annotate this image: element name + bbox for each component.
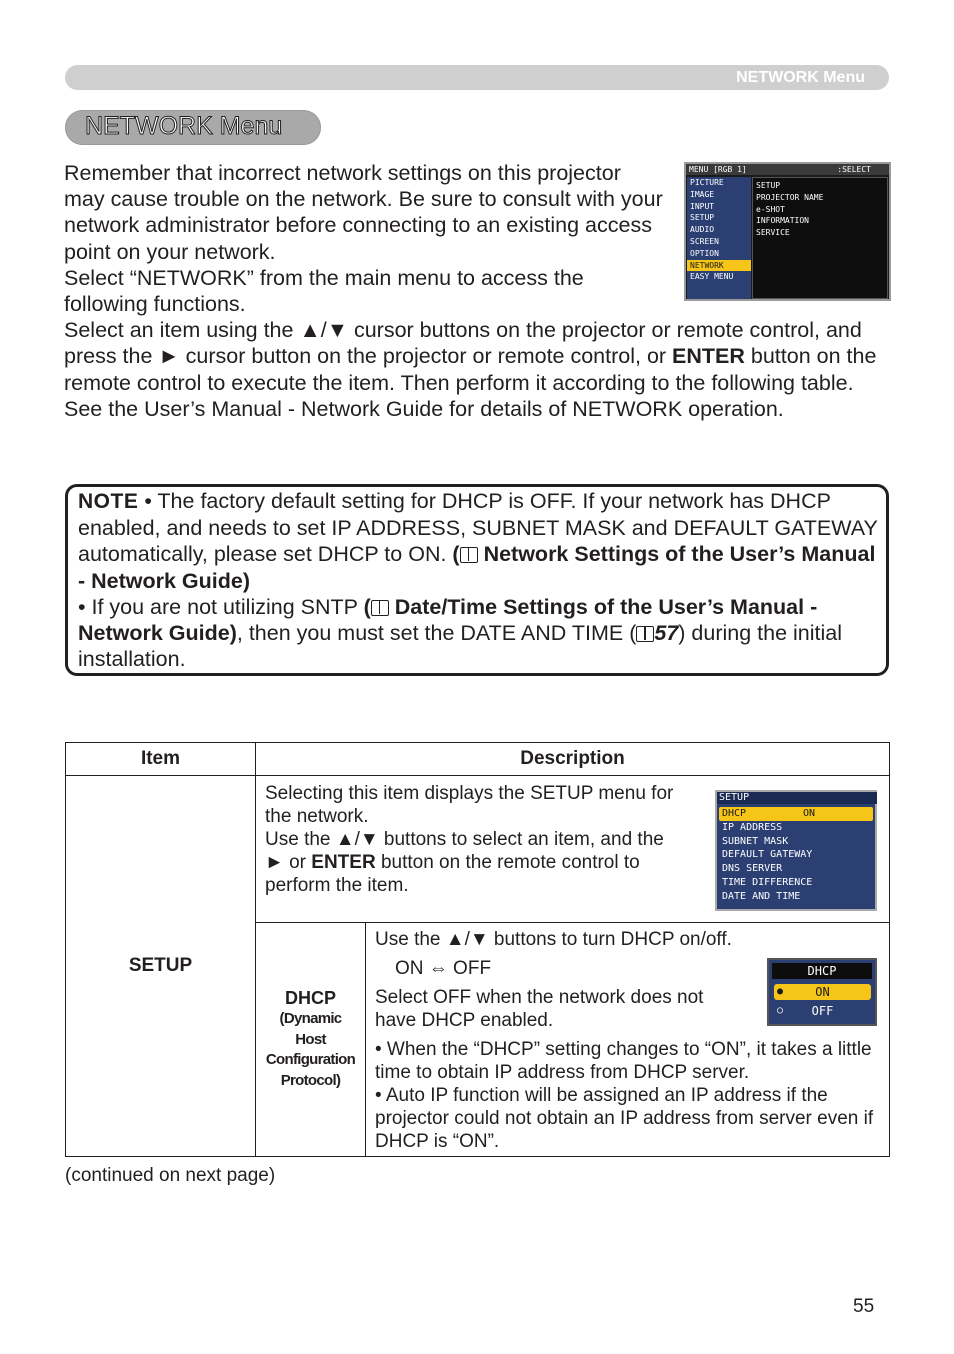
menu-left-item: INPUT (690, 201, 715, 211)
dhcp-value: ON (803, 808, 816, 819)
book-icon (371, 600, 389, 616)
setup-menu-item: DEFAULT GATEWAY (722, 849, 813, 861)
menu-header-right: :SELECT (837, 165, 871, 174)
menu-right-item: PROJECTOR NAME (756, 192, 824, 202)
menu-left-item: EASY MENU (690, 272, 734, 282)
dhcp-menu-title: DHCP (772, 963, 872, 979)
book-icon (636, 626, 654, 642)
menu-right-item: SETUP (756, 181, 781, 190)
dhcp-desc-2: Select OFF when the network does not have DHCP enabled. (375, 987, 704, 1031)
note-reference-1: ( Network Settings of the User’s Manual - Network Guide) (78, 542, 876, 593)
setup-description (265, 782, 685, 897)
setup-menu-item: IP ADDRESS (722, 821, 783, 833)
note-text-3: , then you must set the DATE AND TIME ( (236, 621, 637, 646)
intro-paragraph-2: Select “NETWORK” from the main menu to access the following functions. (64, 265, 584, 317)
radio-icon: ○ (777, 1005, 784, 1016)
intro-paragraph-3: Select an item using the ▲/▼ cursor buttons on the projector or remote control, and press the ► cursor button on the projector or remote control, or ENTER button on the remote control to execute the item. Then perform it according to the following table. (64, 318, 877, 395)
note-label: NOTE (78, 490, 139, 513)
note-text-4: ) during the initial installation. (78, 621, 843, 672)
menu-left-item: SCREEN (690, 236, 719, 246)
menu-right-item: SERVICE (756, 228, 790, 238)
dhcp-fullname: (Dynamic Host Configuration Protocol) (265, 1010, 356, 1089)
note-reference-2: ( Date/Time Settings of the User’s Manual - Network Guide) (78, 594, 818, 646)
setup-desc-1: Selecting this item displays the SETUP menu for the network. (265, 783, 674, 827)
continued-note: (continued on next page) (65, 1165, 276, 1186)
dhcp-item-cell (256, 923, 366, 1157)
column-header-description: Description (256, 743, 890, 776)
setup-menu-item: DHCP ON (719, 807, 873, 821)
section-header-bar (65, 65, 889, 90)
dhcp-option-off: ○ OFF (777, 1004, 834, 1018)
column-header-item: Item (66, 743, 256, 776)
dhcp-toggle-text: ON ⇔ OFF (395, 958, 492, 979)
section-header-label: NETWORK Menu (736, 69, 865, 86)
note-text-1: • The factory default setting for DHCP is OFF. If your network has DHCP enabled, and needs to set IP ADDRESS, SUBNET MASK and DEFAULT GATEWAY automatically, please set DHCP to ON. (78, 489, 878, 567)
enter-key-label: ENTER (672, 344, 745, 369)
page-title-pill (65, 110, 321, 145)
menu-right-column (752, 177, 888, 299)
intro-paragraph-1: Remember that incorrect network settings on this projector may cause trouble on the network. Be sure to consult with your network administrator before connecting to an existing access point on your network. (64, 161, 663, 264)
setup-menu-item: DNS SERVER (722, 863, 783, 875)
setup-menu-item: DATE AND TIME (722, 890, 801, 902)
page-title: NETWORK Menu (85, 112, 283, 140)
note-text (78, 488, 882, 672)
setup-description-cell (256, 776, 890, 923)
menu-left-item: SETUP (690, 213, 715, 223)
main-menu-screenshot (684, 162, 891, 301)
setup-menu-title: SETUP (717, 792, 877, 804)
dhcp-desc-3: • When the “DHCP” setting changes to “ON”, it takes a little time to obtain IP address from DHCP server. (375, 1039, 872, 1083)
dhcp-desc-4: • Auto IP function will be assigned an IP address if the projector could not obtain an IP address from server even if DHCP is “ON”. (375, 1085, 874, 1152)
intro-paragraph-4: See the User’s Manual - Network Guide for details of NETWORK operation. (64, 396, 784, 421)
menu-left-item: NETWORK (687, 260, 751, 272)
menu-left-item: AUDIO (690, 225, 715, 235)
dhcp-description-cell (366, 923, 890, 1157)
enter-key-label: ENTER (311, 852, 376, 873)
setup-menu-screenshot (715, 790, 877, 911)
dhcp-menu-screenshot (767, 958, 877, 1026)
dhcp-desc-1: Use the ▲/▼ buttons to turn DHCP on/off. (375, 929, 732, 950)
menu-left-column (687, 177, 751, 299)
note-text-2: • If you are not utilizing SNTP (78, 594, 364, 619)
setup-menu-item: SUBNET MASK (722, 835, 789, 847)
menu-left-item: OPTION (690, 248, 719, 258)
setup-item-label: SETUP (66, 776, 256, 1157)
menu-left-item: IMAGE (690, 189, 715, 199)
setup-menu-items (719, 807, 873, 904)
dhcp-option-on: ● ON (774, 984, 871, 1000)
network-menu-table (65, 742, 890, 1157)
dhcp-label: DHCP (284, 988, 336, 1008)
menu-right-item: INFORMATION (756, 216, 809, 226)
menu-right-item: e-SHOT (756, 204, 785, 214)
menu-left-item: PICTURE (690, 178, 724, 187)
menu-header-left: MENU [RGB 1] (689, 165, 747, 174)
page-number: 55 (853, 1296, 875, 1317)
setup-desc-2: Use the ▲/▼ buttons to select an item, and the ► or ENTER button on the remote control to perform the item. (265, 829, 664, 896)
book-icon (460, 547, 478, 563)
setup-menu-item: TIME DIFFERENCE (722, 876, 813, 888)
selected-radio-icon: ● (777, 986, 784, 997)
page-reference: 57 (654, 621, 679, 646)
